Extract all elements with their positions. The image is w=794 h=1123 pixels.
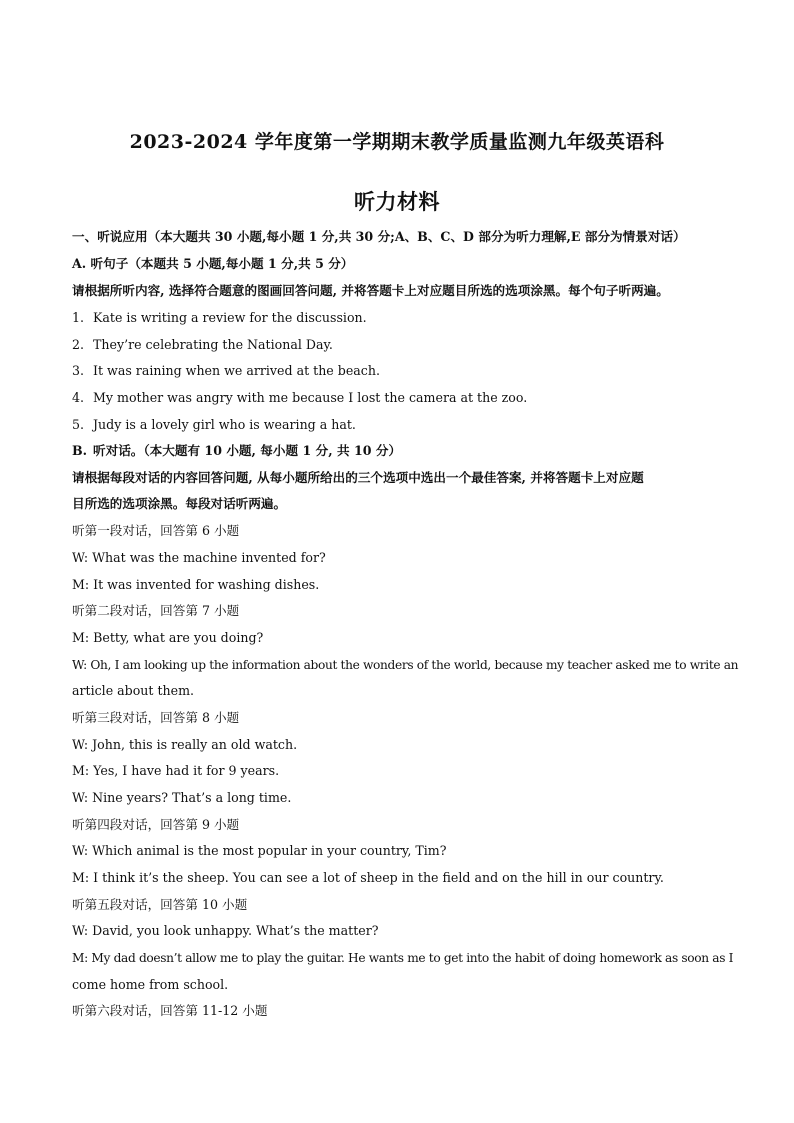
part-b-instruction: 目所选的选项涂黑。每段对话听两遍。	[72, 496, 287, 511]
part-b-header: B. 听对话。（本大题有 10 小题, 每小题 1 分, 共 10 分）	[72, 443, 402, 458]
dialogue-line: article about them.	[72, 683, 195, 698]
document-subtitle: 听力材料	[354, 189, 440, 214]
dialogue-line: W: John, this is really an old watch.	[72, 737, 298, 752]
dialogue-heading: 听第六段对话，回答第 11-12 小题	[72, 1003, 268, 1018]
section-header: 一、听说应用（本大题共 30 小题,每小题 1 分,共 30 分;A、B、C、D 部分为听力理解,E 部分为情景对话）	[72, 229, 686, 244]
part-a-header: A. 听句子（本题共 5 小题,每小题 1 分,共 5 分）	[72, 256, 354, 271]
dialogue-heading: 听第一段对话，回答第 6 小题	[72, 523, 240, 538]
document-title: 2023-2024 学年度第一学期期末教学质量监测九年级英语科	[129, 131, 665, 153]
dialogue-heading: 听第五段对话，回答第 10 小题	[72, 897, 248, 912]
dialogue-line: come home from school.	[72, 977, 229, 992]
dialogue-heading: 听第四段对话，回答第 9 小题	[72, 817, 240, 832]
dialogue-heading: 听第三段对话，回答第 8 小题	[72, 710, 240, 725]
sentence-item: 5. Judy is a lovely girl who is wearing a hat.	[72, 417, 356, 432]
dialogue-heading: 听第二段对话，回答第 7 小题	[72, 603, 240, 618]
dialogue-line: M: I think it’s the sheep. You can see a lot of sheep in the field and on the hill in our country.	[72, 870, 664, 885]
sentence-item: 4. My mother was angry with me because I lost the camera at the zoo.	[72, 390, 528, 405]
dialogue-line: W: David, you look unhappy. What’s the matter?	[72, 923, 379, 938]
dialogue-line: W: What was the machine invented for?	[72, 550, 326, 565]
sentence-item: 2. They’re celebrating the National Day.	[72, 337, 333, 352]
dialogue-line: W: Nine years? That’s a long time.	[72, 790, 292, 805]
dialogue-line: M: Betty, what are you doing?	[72, 630, 264, 645]
part-b-instruction: 请根据每段对话的内容回答问题, 从每小题所给出的三个选项中选出一个最佳答案, 并将答题卡上对应题	[72, 470, 644, 485]
part-a-instruction: 请根据所听内容, 选择符合题意的图画回答问题, 并将答题卡上对应题目所选的选项涂黑。每个句子听两遍。	[72, 283, 669, 298]
dialogue-line: M: My dad doesn’t allow me to play the guitar. He wants me to get into the habit of doing homework as soon as I	[72, 951, 734, 965]
dialogue-line: W: Which animal is the most popular in your country, Tim?	[72, 843, 447, 858]
dialogue-line: W: Oh, I am looking up the information about the wonders of the world, because my teacher asked me to write an	[72, 658, 739, 672]
sentence-item: 1. Kate is writing a review for the discussion.	[72, 310, 367, 325]
sentence-item: 3. It was raining when we arrived at the beach.	[72, 363, 380, 378]
dialogue-line: M: Yes, I have had it for 9 years.	[72, 763, 280, 778]
dialogue-line: M: It was invented for washing dishes.	[72, 577, 320, 592]
